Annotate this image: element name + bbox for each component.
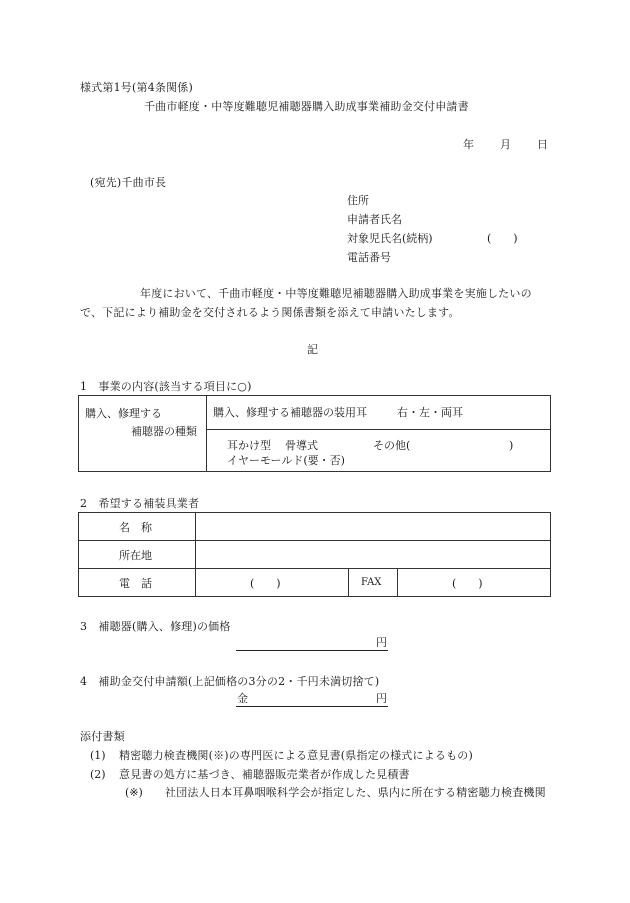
vendor-address-field[interactable] (196, 541, 551, 569)
vendor-phone-label-cell (79, 569, 196, 597)
body-line-2: で、下記により補助金を交付されるよう関係書類を添えて申請いたします。 (80, 306, 460, 319)
relationship-paren: ( ) (487, 232, 518, 245)
type-other[interactable]: その他( (373, 439, 411, 452)
vendor-fax-field[interactable] (398, 569, 551, 597)
section1-heading: 1 事業の内容(該当する項目に○) (80, 380, 252, 393)
type-ear-hook[interactable]: 耳かけ型 (227, 439, 271, 452)
addressee: (宛先)千曲市長 (90, 176, 167, 189)
section3-heading: 3 補聴器(購入、修理)の価格 (80, 620, 231, 633)
vendor-name-field[interactable] (196, 513, 551, 541)
applicant-name-label: 申請者氏名 (347, 213, 402, 226)
form-title: 千曲市軽度・中等度難聴児補聴器購入助成事業補助金交付申請書 (144, 100, 469, 113)
ear-side-options[interactable]: 右・左・両耳 (397, 406, 463, 419)
subsidy-amount-field[interactable] (236, 706, 388, 707)
subsidy-kin: 金 (237, 692, 248, 705)
subsidy-yen: 円 (376, 692, 387, 705)
vendor-name-label: 名 称 (119, 521, 152, 534)
child-name-label: 対象児氏名(続柄) (347, 232, 433, 245)
date-month-label: 月 (500, 138, 511, 151)
attachment-2-number: (2) (90, 768, 106, 781)
vendor-fax-paren: ( ) (452, 577, 483, 590)
vendor-address-label-cell (79, 541, 196, 569)
vendor-address-label: 所在地 (119, 549, 152, 562)
form-number: 様式第1号(第4条関係) (80, 81, 193, 94)
hearing-aid-type-label-1: 購入、修理する (85, 407, 162, 420)
aid-type-cell (207, 430, 551, 472)
type-other-close: ) (509, 439, 514, 452)
earmold-option[interactable]: イヤーモールド(要・否) (227, 454, 345, 467)
vendor-phone-paren: ( ) (250, 577, 281, 590)
vendor-phone-label: 電 話 (119, 577, 152, 590)
attachment-2-text: 意見書の処方に基づき、補聴器販売業者が作成した見積書 (119, 768, 410, 781)
vendor-name-label-cell (79, 513, 196, 541)
ear-side-cell (207, 396, 551, 430)
vendor-phone-field[interactable] (196, 569, 349, 597)
section2-table (78, 512, 551, 597)
vendor-fax-label: FAX (361, 577, 382, 588)
price-yen: 円 (376, 636, 387, 649)
applicant-address-label: 住所 (347, 194, 369, 207)
section1-table (78, 395, 551, 472)
applicant-phone-label: 電話番号 (347, 251, 391, 264)
attachments-heading: 添付書類 (80, 730, 125, 743)
section4-heading: 4 補助金交付申請額(上記価格の3分の2・千円未満切捨て) (80, 675, 380, 688)
attachment-1-number: (1) (90, 749, 106, 762)
date-year-label: 年 (463, 138, 474, 151)
hearing-aid-type-label-cell (79, 396, 207, 472)
price-field[interactable] (236, 650, 388, 651)
type-bone-conduction[interactable]: 骨導式 (285, 439, 318, 452)
section2-heading: 2 希望する補装具業者 (80, 497, 200, 510)
vendor-fax-label-cell (349, 569, 398, 597)
body-line-1: 年度において、千曲市軽度・中等度難聴児補聴器購入助成事業を実施したいの (140, 287, 532, 300)
ki-heading: 記 (307, 343, 318, 356)
hearing-aid-type-label-2: 補聴器の種類 (131, 425, 197, 438)
note-text: 社団法人日本耳鼻咽喉科学会が指定した、県内に所在する精密聴力検査機関 (165, 786, 546, 799)
note-mark: (※) (125, 786, 143, 799)
ear-side-label: 購入、修理する補聴器の装用耳 (213, 406, 367, 419)
attachment-1-text: 精密聴力検査機関(※)の専門医による意見書(県指定の様式によるもの) (119, 749, 473, 762)
date-day-label: 日 (537, 138, 548, 151)
